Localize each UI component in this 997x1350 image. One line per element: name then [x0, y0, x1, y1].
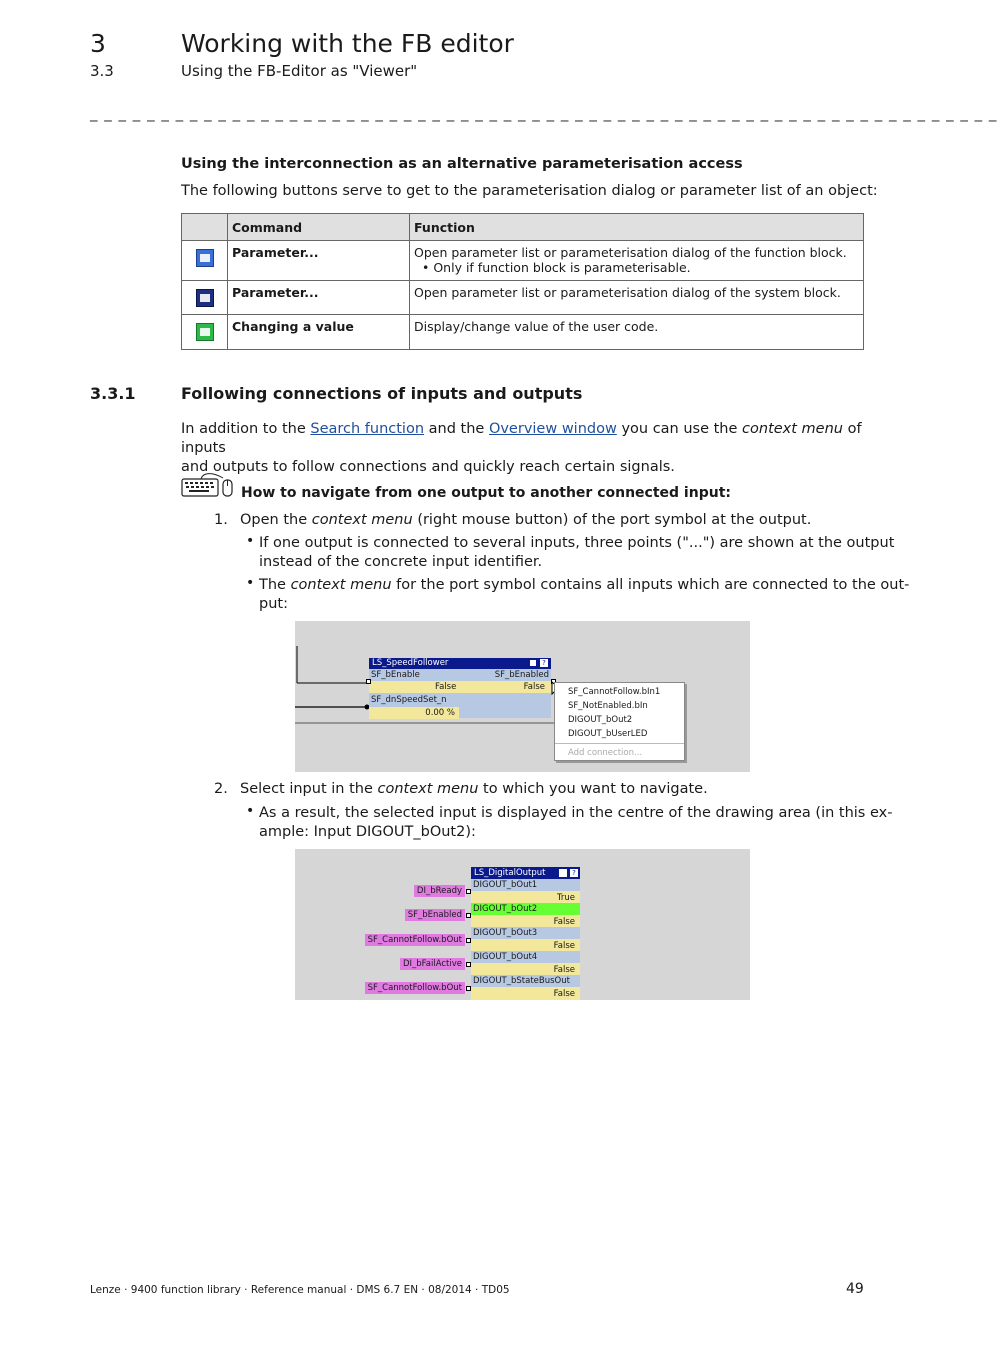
context-menu-item[interactable]: DIGOUT_bUserLED	[568, 729, 648, 739]
screenshot-digital-output	[295, 849, 750, 1000]
howto-heading: How to navigate from one output to another connected input:	[241, 485, 731, 501]
chapter-title: Working with the FB editor	[181, 29, 514, 58]
subsection-number: 3.3.1	[90, 384, 136, 403]
section-title: Using the FB-Editor as "Viewer"	[181, 62, 418, 80]
table-row	[182, 315, 864, 350]
input-port[interactable]	[466, 938, 471, 943]
input-port[interactable]	[466, 913, 471, 918]
intro-heading: Using the interconnection as an alternative parameterisation access	[181, 156, 743, 172]
table-cell-function: Display/change value of the user code.	[410, 315, 864, 350]
fb-value-row: 0.00 %	[369, 707, 459, 719]
fb-port-row-highlighted[interactable]: DIGOUT_bOut2	[471, 903, 580, 915]
fb-title-bar[interactable]: LS_SpeedFollower ?	[369, 658, 551, 669]
page-number: 49	[846, 1281, 864, 1297]
table-cell-command: Parameter...	[228, 281, 410, 315]
chapter-number: 3	[90, 29, 106, 58]
screenshot-context-menu	[295, 621, 750, 772]
bullet1-text: If one output is connected to several inputs, three points ("...") are shown at the output instead of the concrete input identifier.	[259, 535, 895, 570]
fb-port-row[interactable]: DIGOUT_bStateBusOut	[471, 975, 580, 987]
bullet-dot: •	[246, 533, 255, 549]
signal-label[interactable]: DI_bReady	[414, 885, 465, 897]
context-menu-item-disabled: Add connection...	[568, 748, 643, 758]
table-cell-function: Open parameter list or parameterisation dialog of the system block.	[410, 281, 864, 315]
fb-value-row: False	[471, 963, 580, 975]
output-port-label: SF_bEnabled	[494, 670, 549, 680]
change-value-icon[interactable]	[196, 323, 214, 341]
header-separator: _ _ _ _ _ _ _ _ _ _ _ _ _ _ _ _ _ _ _ _ _ _ _ _ _ _ _ _ _ _ _ _ _ _ _ _ _ _ _ _ _ _ _ _ _ _ _ _ _ _ _ _ _ _ _ _ _ _ _ _ _ _ _ _	[90, 104, 997, 122]
signal-label[interactable]: SF_CannotFollow.bOut	[365, 982, 465, 994]
fb-value-row: False	[471, 987, 580, 1000]
step1-text: Open the context menu (right mouse button) of the port symbol at the output.	[240, 512, 812, 528]
fb-parameter-icon[interactable]	[559, 869, 567, 877]
fb-port-row[interactable]	[369, 669, 551, 681]
help-icon[interactable]: ?	[540, 659, 548, 667]
fb-value-row: False	[471, 939, 580, 951]
table-header-command: Command	[228, 214, 410, 241]
signal-label[interactable]: SF_CannotFollow.bOut	[365, 934, 465, 946]
intro-text: The following buttons serve to get to the parameterisation dialog or parameter list of an object:	[181, 183, 878, 199]
context-menu-item[interactable]: DIGOUT_bOut2	[568, 715, 633, 725]
table-cell-note: • Only if function block is parameterisable.	[422, 260, 691, 275]
bullet3-text: As a result, the selected input is displayed in the centre of the drawing area (in this ex- ample: Input DIGOUT_bOut2):	[259, 805, 893, 840]
bullet2-text: The context menu for the port symbol contains all inputs which are connected to the out- put:	[259, 577, 910, 612]
fb-port-row[interactable]: DIGOUT_bOut1	[471, 879, 580, 891]
signal-label[interactable]: SF_bEnabled	[405, 909, 465, 921]
table-cell-command: Parameter...	[228, 241, 410, 281]
step2-text: Select input in the context menu to which you want to navigate.	[240, 781, 708, 797]
fb-parameter-icon[interactable]	[196, 249, 214, 267]
signal-label[interactable]: DI_bFailActive	[400, 958, 465, 970]
fb-value-row: True	[471, 891, 580, 903]
fb-value-row: False False	[369, 681, 551, 693]
fb-port-row[interactable]: DIGOUT_bOut4	[471, 951, 580, 963]
fb-parameter-icon[interactable]	[529, 659, 537, 667]
command-table	[181, 213, 864, 350]
step2-number: 2.	[214, 781, 228, 797]
table-header-row	[182, 214, 864, 241]
subsection-title: Following connections of inputs and outputs	[181, 384, 583, 403]
table-row	[182, 241, 864, 281]
table-row	[182, 281, 864, 315]
menu-divider	[555, 743, 684, 744]
context-menu-item[interactable]: SF_CannotFollow.bIn1	[568, 687, 661, 697]
input-port-label: SF_dnSpeedSet_n	[371, 695, 447, 705]
system-parameter-icon[interactable]	[196, 289, 214, 307]
context-menu-item[interactable]: SF_NotEnabled.bIn	[568, 701, 648, 711]
table-cell-function: Open parameter list or parameterisation dialog of the function block.	[414, 245, 847, 260]
help-icon[interactable]: ?	[570, 869, 578, 877]
overview-window-link[interactable]: Overview window	[488, 421, 617, 437]
input-port[interactable]	[466, 889, 471, 894]
input-port[interactable]	[366, 679, 371, 684]
table-header-function: Function	[410, 214, 864, 241]
search-function-link[interactable]: Search function	[310, 421, 425, 437]
table-header-icon	[182, 214, 228, 241]
input-port-label: SF_bEnable	[371, 670, 420, 680]
fb-port-row[interactable]: DIGOUT_bOut3	[471, 927, 580, 939]
input-port[interactable]	[466, 986, 471, 991]
fb-title-bar[interactable]: LS_DigitalOutput ?	[471, 867, 580, 879]
section-number: 3.3	[90, 62, 114, 80]
bullet-dot: •	[246, 575, 255, 591]
keyboard-mouse-icon	[181, 470, 235, 500]
subsection-paragraph: In addition to the Search function and the Overview window you can use the context menu of inputs and outputs to follow connections and quickly reach certain signals.	[181, 421, 862, 475]
context-menu	[554, 682, 685, 761]
bullet-dot: •	[246, 803, 255, 819]
footer-text: Lenze · 9400 function library · Reference manual · DMS 6.7 EN · 08/2014 · TD05	[90, 1284, 510, 1296]
step1-number: 1.	[214, 512, 228, 528]
table-cell-command: Changing a value	[228, 315, 410, 350]
fb-value-row: False	[471, 915, 580, 927]
input-port[interactable]	[466, 962, 471, 967]
